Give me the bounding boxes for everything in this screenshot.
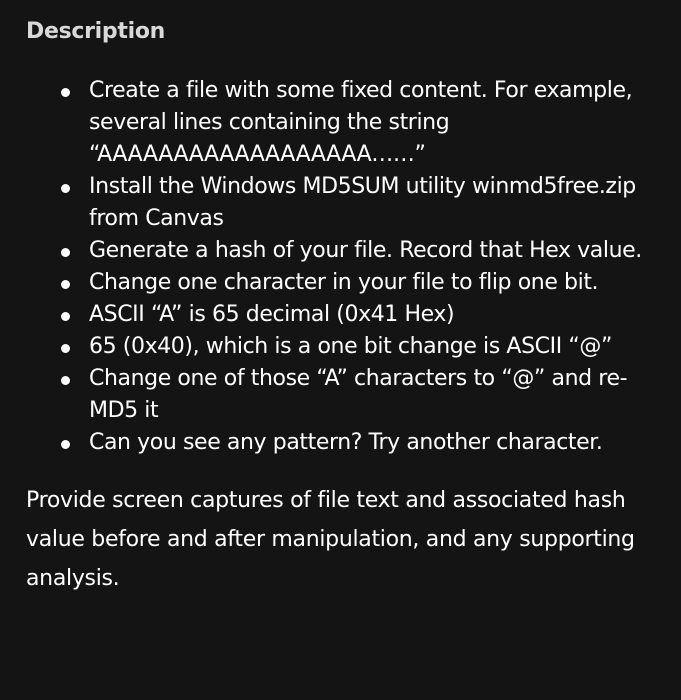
bullet-icon	[61, 280, 70, 289]
bullet-icon	[61, 376, 70, 385]
list-item-text: Create a file with some fixed content. For example, several lines containing the string “AAAAAAAAAAAAAAAAAA……”	[89, 78, 633, 167]
list-item	[0, 235, 681, 267]
submission-instructions: Provide screen captures of file text and associated hash value before and after manipulation, and any supporting analysis.	[26, 488, 635, 591]
list-item-text: Change one character in your file to flip one bit.	[89, 270, 599, 295]
section-heading: Description	[26, 19, 165, 44]
list-item	[0, 171, 681, 235]
list-item-text: Can you see any pattern? Try another character.	[89, 430, 603, 455]
instruction-list	[0, 75, 681, 459]
list-item	[0, 427, 681, 459]
bullet-icon	[61, 344, 70, 353]
list-item	[0, 299, 681, 331]
list-item-text: 65 (0x40), which is a one bit change is ASCII “@”	[89, 334, 612, 359]
list-item	[0, 75, 681, 171]
list-item	[0, 363, 681, 427]
bullet-icon	[61, 440, 70, 449]
bullet-icon	[61, 248, 70, 257]
bullet-icon	[61, 184, 70, 193]
list-item-text: ASCII “A” is 65 decimal (0x41 Hex)	[89, 302, 455, 327]
bullet-icon	[61, 312, 70, 321]
list-item-text: Install the Windows MD5SUM utility winmd5free.zip from Canvas	[89, 174, 636, 231]
list-item	[0, 331, 681, 363]
list-item	[0, 267, 681, 299]
bullet-icon	[61, 88, 70, 97]
list-item-text: Change one of those “A” characters to “@” and re-MD5 it	[89, 366, 628, 423]
list-item-text: Generate a hash of your file. Record that Hex value.	[89, 238, 642, 263]
